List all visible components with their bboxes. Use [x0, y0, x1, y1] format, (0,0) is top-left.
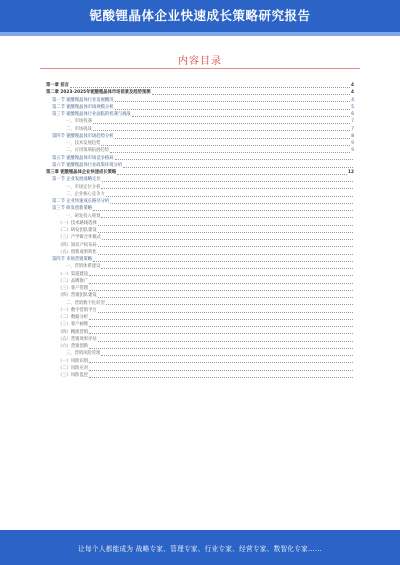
toc-dot-leader — [93, 210, 353, 211]
toc-dot-leader — [115, 101, 351, 102]
toc-dot-leader — [89, 275, 353, 276]
toc-entry-label: 一、研发投入规划 — [66, 213, 101, 219]
toc-dot-leader — [152, 94, 350, 95]
toc-entry[interactable] — [46, 213, 354, 220]
report-footer — [0, 530, 400, 565]
toc-entry-label: 三、营销风险管理 — [66, 351, 101, 357]
toc-entry[interactable] — [46, 263, 354, 270]
toc-entry-label: 第二节 铌酸锂晶体市场规模分析 — [52, 104, 114, 110]
toc-entry-label: 第二节 企业快速成长路径分析 — [52, 199, 110, 204]
toc-entry[interactable] — [46, 198, 354, 205]
toc-entry[interactable] — [46, 104, 354, 111]
toc-heading-divider — [40, 68, 360, 69]
toc-entry-label: （四）营销团队建设 — [58, 293, 97, 299]
toc-entry-label: 第一章 前言 — [46, 83, 69, 88]
toc-dot-leader — [98, 312, 353, 313]
toc-entry-label: （五）营销效果评估 — [58, 336, 97, 342]
toc-entry[interactable] — [46, 271, 354, 278]
toc-entry-label: 二、市场挑战 — [66, 126, 92, 132]
toc-entry[interactable] — [46, 82, 354, 89]
toc-entry[interactable] — [46, 343, 354, 350]
toc-dot-leader — [89, 362, 353, 363]
toc-entry[interactable] — [46, 227, 354, 234]
toc-entry[interactable] — [46, 169, 354, 176]
toc-entry[interactable] — [46, 256, 354, 263]
toc-entry-label: （五）创新成果转化 — [58, 249, 97, 255]
toc-dot-leader — [115, 109, 351, 110]
toc-entry-label: （三）客户画像 — [58, 322, 89, 328]
toc-dot-leader — [98, 225, 353, 226]
toc-entry[interactable] — [46, 155, 354, 162]
toc-entry[interactable] — [46, 336, 354, 343]
toc-entry-page: 12 — [348, 170, 354, 175]
toc-entry-label: （六）营销创新 — [58, 344, 89, 349]
toc-entry-label: 一、市场定位分析 — [66, 184, 101, 190]
toc-entry-page: 7 — [351, 126, 354, 132]
toc-entry[interactable] — [46, 249, 354, 256]
toc-entry[interactable] — [46, 242, 354, 249]
toc-entry-label: 二、营销数字化转型 — [66, 300, 105, 306]
toc-entry-page: 6 — [351, 112, 354, 117]
toc-dot-leader — [117, 174, 347, 175]
toc-dot-leader — [101, 355, 353, 356]
toc-dot-leader — [132, 116, 351, 117]
toc-entry-label: 一、营销体系建设 — [66, 264, 101, 270]
toc-entry[interactable] — [46, 292, 354, 299]
toc-dot-leader — [89, 326, 353, 327]
toc-entry-page: 5 — [351, 104, 354, 110]
toc-entry-label: （四）知识产权布局 — [58, 242, 97, 248]
toc-dot-leader — [101, 217, 353, 218]
toc-dot-leader — [89, 377, 353, 378]
toc-entry[interactable] — [46, 126, 354, 133]
toc-entry-label: （三）客户管理 — [58, 286, 89, 291]
toc-entry-label: 一、技术发展趋势 — [66, 141, 101, 146]
toc-heading: 内容目录 — [178, 56, 222, 67]
toc-entry[interactable] — [46, 358, 354, 365]
toc-dot-leader — [123, 167, 353, 168]
toc-entry[interactable] — [46, 350, 354, 357]
toc-dot-leader — [102, 181, 353, 182]
toc-entry-label: 第三节 铌酸锂晶体行业面临的机遇与挑战 — [52, 112, 131, 117]
toc-dot-leader — [89, 319, 353, 320]
toc-entry[interactable] — [46, 234, 354, 241]
toc-entry[interactable] — [46, 89, 354, 96]
toc-entry-label: （三）产学研合作模式 — [58, 235, 101, 241]
toc-entry-label: 第一节 铌酸锂晶体行业发展概况 — [52, 97, 114, 103]
toc-entry-page: 7 — [351, 119, 354, 125]
toc-entry[interactable] — [46, 205, 354, 212]
toc-entry[interactable] — [46, 147, 354, 154]
toc-entry[interactable] — [46, 220, 354, 227]
toc-entry-label: 二、应用领域拓展趋势 — [66, 148, 109, 154]
toc-dot-leader — [98, 232, 353, 233]
toc-dot-leader — [101, 268, 353, 269]
toc-dot-leader — [115, 138, 351, 139]
report-title: 铌酸锂晶体企业快速成长策略研究报告 — [89, 8, 311, 23]
toc-entry-label: （一）技术路线选择 — [58, 220, 97, 226]
toc-entry-label: （四）精准营销 — [58, 329, 89, 335]
toc-dot-leader — [106, 196, 353, 197]
toc-dot-leader — [89, 283, 353, 284]
toc-entry-page: 9 — [351, 148, 354, 154]
toc-entry[interactable] — [46, 140, 354, 147]
toc-entry[interactable] — [46, 372, 354, 379]
toc-entry[interactable] — [46, 191, 354, 198]
toc-dot-leader — [98, 341, 353, 342]
toc-entry[interactable] — [46, 307, 354, 314]
toc-dot-leader — [93, 130, 350, 131]
toc-entry-label: （一）风险识别 — [58, 358, 89, 364]
toc-dot-leader — [89, 333, 353, 334]
toc-entry[interactable] — [46, 285, 354, 292]
toc-entry[interactable] — [46, 118, 354, 125]
toc-entry[interactable] — [46, 329, 354, 336]
toc-entry-label: 第三章 铌酸锂晶体企业快速成长策略 — [46, 170, 117, 175]
toc-dot-leader — [115, 159, 353, 160]
toc-entry-label: 第四节 市场营销策略 — [52, 257, 93, 262]
toc-entry-label: 第五节 铌酸锂晶体市场竞争格局 — [52, 155, 114, 161]
toc-entry-label: 第一节 企业发展战略定位 — [52, 177, 101, 183]
toc-entry-label: （二）风险应对 — [58, 365, 89, 371]
toc-dot-leader — [110, 203, 353, 204]
toc-entry-label: （一）渠道建设 — [58, 271, 89, 277]
toc-entry-page: 4 — [351, 90, 354, 96]
toc-entry-label: （二）品牌推广 — [58, 278, 89, 284]
toc-dot-leader — [98, 246, 353, 247]
toc-entry[interactable] — [46, 184, 354, 191]
toc-dot-leader — [70, 87, 350, 88]
toc-dot-leader — [101, 145, 350, 146]
toc-entry-page: 4 — [351, 97, 354, 103]
toc-entry-page: 4 — [351, 83, 354, 88]
toc-entry-label: 二、企业核心竞争力 — [66, 191, 105, 197]
toc-entry-label: 第三节 研发创新策略 — [52, 206, 93, 212]
toc-dot-leader — [110, 152, 350, 153]
toc-dot-leader — [101, 188, 353, 189]
footer-slogan: 让每个人都能成为 战略专家、管理专家、行业专家、经营专家、数智化专家…… — [78, 545, 322, 553]
toc-dot-leader — [102, 239, 353, 240]
toc-entry-page: 9 — [351, 141, 354, 146]
toc-entry-label: （二）研发团队建设 — [58, 228, 97, 233]
toc-entry-label: 第四节 铌酸锂晶体市场趋势分析 — [52, 133, 114, 139]
report-header — [0, 0, 400, 32]
toc-entry[interactable] — [46, 321, 354, 328]
toc-entry-label: （一）数字营销平台 — [58, 307, 97, 313]
toc-dot-leader — [89, 370, 353, 371]
toc-dot-leader — [89, 290, 353, 291]
toc-entry-label: （三）风险监控 — [58, 373, 89, 378]
table-of-contents — [46, 82, 354, 510]
toc-entry[interactable] — [46, 314, 354, 321]
toc-entry[interactable] — [46, 278, 354, 285]
toc-entry[interactable] — [46, 111, 354, 118]
toc-dot-leader — [89, 348, 353, 349]
toc-dot-leader — [106, 304, 353, 305]
toc-entry[interactable] — [46, 162, 354, 169]
toc-entry[interactable] — [46, 97, 354, 104]
toc-entry-page: 8 — [351, 133, 354, 139]
toc-dot-leader — [93, 123, 350, 124]
toc-entry-label: 第二章 2023-2025年铌酸锂晶体市场前景及趋势预测 — [46, 90, 151, 96]
toc-entry-label: 第六节 铌酸锂晶体行业政策环境分析 — [52, 162, 123, 168]
header-accent-bar — [0, 32, 400, 36]
toc-entry[interactable] — [46, 176, 354, 183]
toc-dot-leader — [93, 261, 353, 262]
toc-dot-leader — [98, 297, 353, 298]
toc-entry-label: （二）数据分析 — [58, 315, 89, 320]
toc-entry-label: 一、市场机遇 — [66, 119, 92, 125]
toc-entry[interactable] — [46, 133, 354, 140]
toc-dot-leader — [98, 254, 353, 255]
toc-entry[interactable] — [46, 300, 354, 307]
toc-entry[interactable] — [46, 365, 354, 372]
